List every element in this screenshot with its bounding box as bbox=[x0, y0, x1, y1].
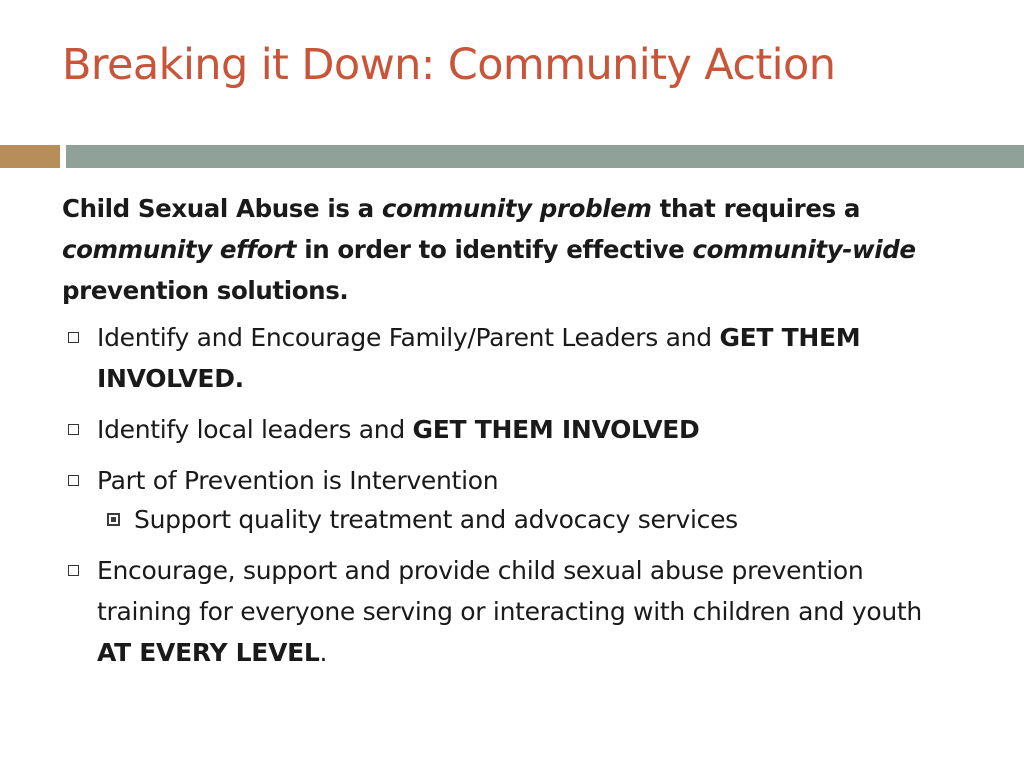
bullet-text: Identify and Encourage Family/Parent Leaders and bbox=[97, 323, 720, 352]
intro-emphasis-2: community effort bbox=[62, 235, 297, 264]
hollow-square-bullet-icon bbox=[68, 565, 79, 576]
hollow-square-bullet-icon bbox=[68, 332, 79, 343]
filled-square-bullet-icon bbox=[107, 513, 120, 526]
intro-emphasis-3: community-wide bbox=[692, 235, 916, 264]
bullet-text: Encourage, support and provide child sexual abuse prevention training for everyone serving or interacting with children and youth bbox=[97, 556, 922, 626]
title-divider-bar bbox=[66, 145, 1024, 168]
intro-text-1: Child Sexual Abuse is a bbox=[62, 194, 382, 223]
intro-text-3: in order to identify effective bbox=[296, 235, 693, 264]
slide-body bbox=[62, 188, 962, 683]
bullet-item-training bbox=[62, 550, 962, 673]
title-accent-bar bbox=[0, 145, 60, 168]
sub-bullet-item-treatment bbox=[62, 499, 962, 540]
bullet-emphasis: AT EVERY LEVEL bbox=[97, 638, 320, 667]
intro-text-4: prevention solutions. bbox=[62, 276, 349, 305]
intro-text-2: that requires a bbox=[651, 194, 861, 223]
bullet-item-local-leaders bbox=[62, 409, 962, 450]
sub-bullet-text: Support quality treatment and advocacy services bbox=[134, 505, 738, 534]
hollow-square-bullet-icon bbox=[68, 475, 79, 486]
intro-emphasis-1: community problem bbox=[381, 194, 652, 223]
bullet-text: Identify local leaders and bbox=[97, 415, 413, 444]
bullet-text: Part of Prevention is Intervention bbox=[97, 466, 499, 495]
hollow-square-bullet-icon bbox=[68, 424, 79, 435]
bullet-emphasis: GET THEM INVOLVED bbox=[412, 415, 700, 444]
intro-paragraph bbox=[62, 188, 962, 311]
slide-title: Breaking it Down: Community Action bbox=[62, 40, 836, 90]
bullet-tail: . bbox=[319, 638, 328, 667]
bullet-item-intervention bbox=[62, 460, 962, 501]
bullet-list bbox=[62, 317, 962, 673]
bullet-item-family-leaders bbox=[62, 317, 962, 399]
bullet-emphasis: GET THEM INVOLVED. bbox=[97, 323, 861, 393]
